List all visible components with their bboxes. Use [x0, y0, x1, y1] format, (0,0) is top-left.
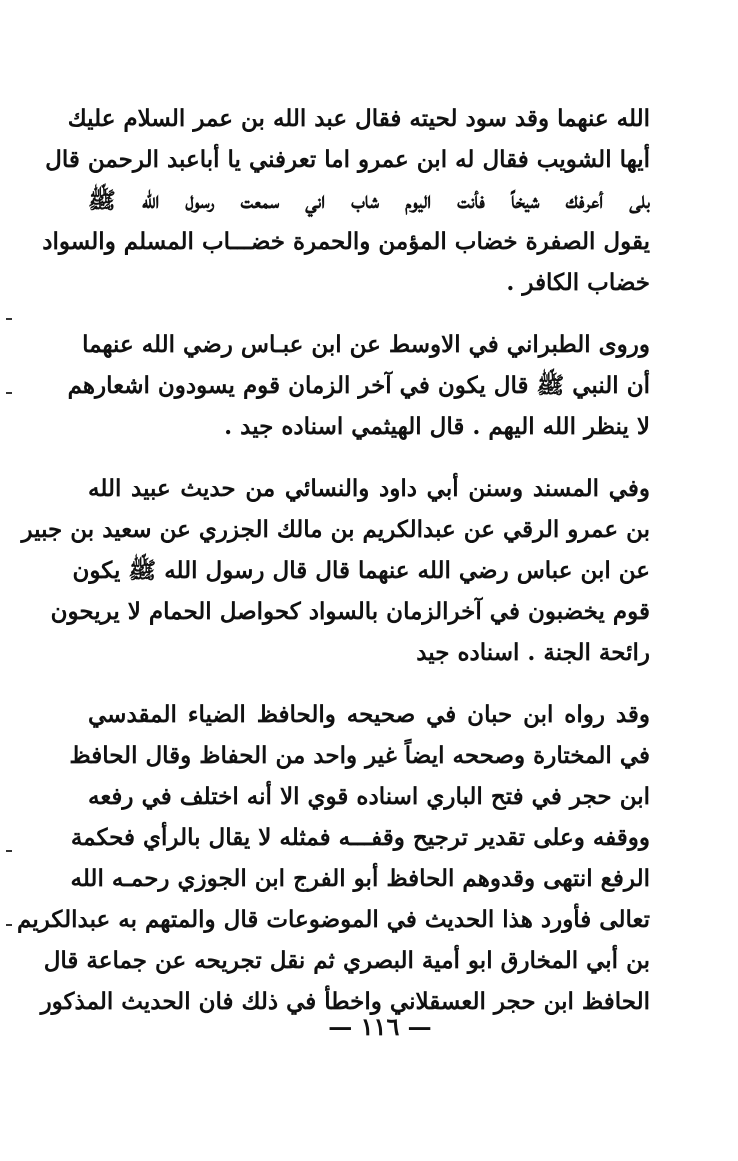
margin-mark: [6, 392, 12, 394]
text-line: خضاب الكافر .: [506, 269, 650, 296]
text-line: رائحة الجنة . اسناده جيد: [416, 639, 650, 666]
text-line: الحافظ ابن حجر العسقلاني واخطأ في ذلك فان الحديث المذكور: [40, 988, 650, 1015]
text-line: يقول الصفرة خضاب المؤمن والحمرة خضـــاب المسلم والسواد: [42, 228, 650, 255]
text-line: بن أبي المخارق ابو أمية البصري ثم نقل تجريحه عن جماعة قال: [43, 947, 650, 974]
body-text: [17, 98, 650, 1022]
paragraph-2: [67, 324, 650, 447]
text-line: ووقفه وعلى تقدير ترجيح وقفـــه فمثله لا يقال بالرأي فحكمة: [70, 824, 650, 851]
text-line: الرفع انتهى وقدوهم الحافظ أبو الفرج ابن الجوزي رحمـه الله: [70, 865, 650, 892]
margin-mark: [6, 850, 12, 852]
margin-mark: [6, 924, 12, 926]
page-number: — ١١٦ —: [328, 1012, 432, 1041]
text-line: بلى أعرفك شيخاً فأنت اليوم شاب اني سمعت رسول الله ﷺ: [88, 187, 650, 214]
text-line: الله عنهما وقد سود لحيته فقال عبد الله بن عمر السلام عليك: [67, 105, 650, 132]
text-line: عن ابن عباس رضي الله عنهما قال قال رسول الله ﷺ يكون: [72, 557, 650, 584]
text-line: في المختارة وصححه ايضاً غير واحد من الحفاظ وقال الحافظ: [69, 742, 650, 769]
text-line: أيها الشويب فقال له ابن عمرو اما تعرفني يا أباعبد الرحمن قال: [45, 146, 650, 173]
text-line: لا ينظر الله اليهم . قال الهيثمي اسناده جيد .: [224, 413, 650, 440]
paragraph-3: [21, 468, 650, 673]
paragraph-1: [42, 98, 650, 303]
text-line: وقد رواه ابن حبان في صحيحه والحافظ الضياء المقدسي: [88, 701, 650, 728]
text-line: تعالى فأورد هذا الحديث في الموضوعات قال والمتهم به عبدالكريم: [17, 906, 650, 933]
text-line: قوم يخضبون في آخرالزمان بالسواد كحواصل الحمام لا يريحون: [50, 598, 650, 625]
text-line: وروى الطبراني في الاوسط عن ابن عبـاس رضي الله عنهما: [82, 331, 650, 358]
text-line: بن عمرو الرقي عن عبدالكريم بن مالك الجزري عن سعيد بن جبير: [21, 516, 650, 543]
text-line: وفي المسند وسنن أبي داود والنسائي من حديث عبيد الله: [88, 475, 650, 502]
margin-mark: [6, 318, 12, 320]
text-line: أن النبي ﷺ قال يكون في آخر الزمان قوم يسودون اشعارهم: [67, 372, 650, 399]
paragraph-4: [17, 694, 650, 1022]
text-line: ابن حجر في فتح الباري اسناده قوي الا أنه اختلف في رفعه: [88, 783, 650, 810]
